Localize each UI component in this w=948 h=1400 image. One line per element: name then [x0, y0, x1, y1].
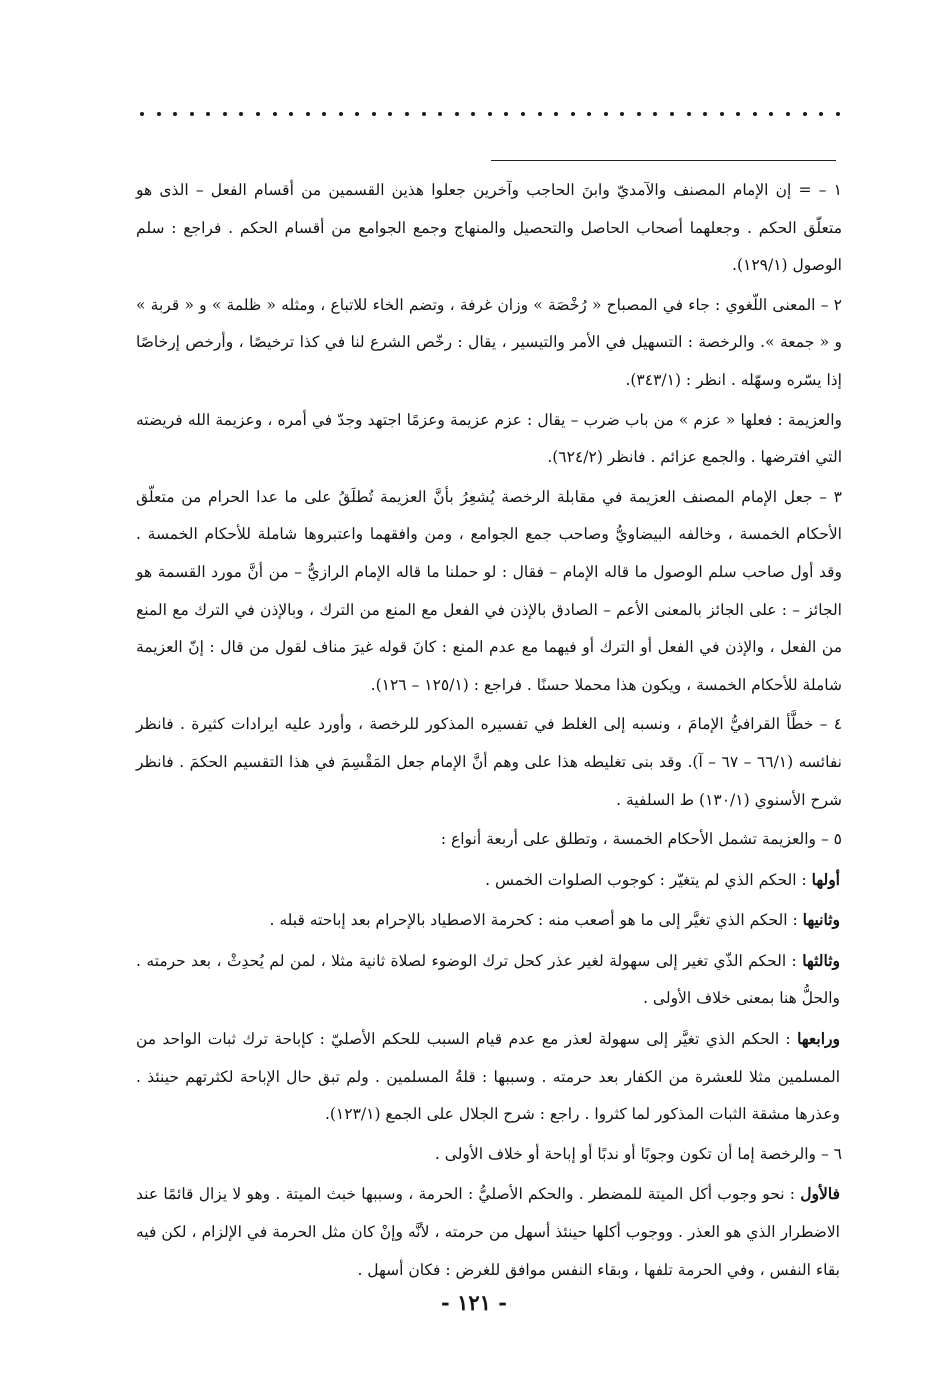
footnote-2-continued	[136, 402, 842, 477]
type-second	[136, 901, 842, 940]
footnote-text: المعنى اللّغوي : جاء في المصباح « رُخْصَة » وزان غرفة ، وتضم الخاء للاتباع ، ومثله « ظلمة » و « قربة » و « جمعة ». والرخصة : التسهيل في الأمر والتيسير ، يقال : رخّص الشرع لنا في كذا ترخيصًا ، وأرخص إرخاصًا إذا يسّره وسهّله . انظر : (٣٤٣/١).	[136, 295, 842, 389]
footnote-3	[136, 479, 842, 705]
footnote-number: ١ –	[818, 181, 842, 199]
type-text: : الحكم الذّي تغير إلى سهولة لغير عذر كحل ترك الوضوء لصلاة ثانية مثلا ، لمن لم يُحدِثْ ، بعد حرمته . والحلُّ هنا بمعنى خلاف الأولى .	[136, 951, 840, 1008]
type-label: فالأول	[800, 1184, 840, 1204]
footnote-rule	[491, 160, 836, 161]
type-fourth	[136, 1020, 842, 1134]
type-text: : الحكم الذي تغيَّر إلى سهولة لعذر مع عدم قيام السبب للحكم الأصليّ : كإباحة ترك ثبات الواحد من المسلمين مثلا للعشرة من الكفار بعد حرمته . وسببها : قلةُ المسلمين . ولم تبق حال الإباحة لكثرتهم حينئذ . وعذرها مشقة الثبات المذكور لما كثروا . راجع : شرح الجلال على الجمع (١٢٣/١).	[136, 1030, 840, 1124]
footnote-4	[136, 706, 842, 819]
footnote-2	[136, 287, 842, 400]
footnote-number: ٥ –	[820, 830, 842, 849]
footnote-number: ٢ –	[820, 295, 842, 314]
footnote-text: والعزيمة تشمل الأحكام الخمسة ، وتطلق على أربعة أنواع :	[440, 830, 817, 849]
type-first	[136, 861, 842, 900]
type-text: : الحكم الذي تغيَّر إلى ما هو أصعب منه : كحرمة الاصطياد بالإحرام بعد إباحته قبله .	[269, 911, 798, 930]
footnote-text: والرخصة إما أن تكون وجوبًا أو ندبًا أو إباحة أو خلاف الأولى .	[434, 1144, 817, 1163]
type-label: وثالثها	[802, 950, 840, 970]
type-text: : نحو وجوب أكل الميتة للمضطر . والحكم الأصليُّ : الحرمة ، وسببها خبث الميتة . وهو لا يزال قائمًا عند الاضطرار الذي هو العذر . ووجوب أكلها حينئذ أسهل من حرمته ، لأنَّه وإنْ كان مثل الحرمة في الإلزام ، لكن فيه بقاء النفس ، وفي الحرمة تلفها ، وبقاء النفس موافق للغرض : فكان أسهل .	[136, 1185, 840, 1279]
footnotes	[136, 172, 842, 1291]
footnote-text: = إن الإمام المصنف والآمديّ وابنَ الحاجب وآخرين جعلوا هذين القسمين من أقسام الفعل – الذى هو متعلّق الحكم . وجعلهما أصحاب الحاصل والتحصيل والمنهاج وجمع الجوامع من أقسام الحكم . فراجع : سلم الوصول (١٢٩/١).	[136, 181, 842, 275]
type-label: أولها	[811, 869, 840, 889]
separator-dots	[140, 112, 840, 116]
footnote-text: والعزيمة : فعلها « عزم » من باب ضرب – يقال : عزم عزيمة وعزمًا اجتهد وجدّ في أمره ، وعزيمة الله فريضته التي افترضها . والجمع عزائم . فانظر (٦٢٤/٢).	[136, 410, 842, 467]
footnote-5	[136, 821, 842, 859]
footnote-6	[136, 1136, 842, 1174]
footnote-text: جعل الإمام المصنف العزيمة في مقابلة الرخصة يُشعِرُ بأنَّ العزيمة تُطلَقُ على ما عدا الحرام من متعلّق الأحكام الخمسة ، وخالفه البيضاويُّ وصاحب جمع الجوامع ، ومن وافقهما واعتبروها شاملة للأحكام الخمسة . وقد أول صاحب سلم الوصول ما قاله الإمام – فقال : لو حملنا ما قاله الإمام الرازيُّ – من أنَّ مورد القسمة هو الجائز – : على الجائز بالمعنى الأعم – الصادق بالإذن في الفعل مع المنع من الترك ، وبالإذن في الترك مع المنع من الفعل ، والإذن في الفعل أو الترك أو فيهما مع عدم المنع : كانَ قوله غيرَ مناف لقول من قال : إنّ العزيمة شاملة للأحكام الخمسة ، ويكون هذا محملا حسنًا . فراجع : (١٢٥/١ – ١٢٦).	[136, 487, 842, 694]
type-third	[136, 942, 842, 1018]
type-text: : الحكم الذي لم يتغيّر : كوجوب الصلوات الخمس .	[485, 870, 807, 889]
type-label: ورابعها	[797, 1029, 840, 1049]
type-label: وثانيها	[802, 910, 840, 930]
page-number: - ١٢١ -	[441, 1290, 507, 1315]
rukhsa-first	[136, 1175, 842, 1289]
footnote-number: ٣ –	[819, 487, 842, 506]
footnote-number: ٤ –	[819, 715, 843, 734]
footnote-text: خطَّأ القرافيُّ الإمامَ ، ونسبه إلى الغلط في تفسيره المذكور للرخصة ، وأورد عليه ايرادات كثيرة . فانظر نفائسه (٦٦/١ – ٦٧ – آ). وقد بنى تغليطه هذا على وهم أنَّ الإمام جعل المَقْسِمَ في هذا التقسيم الحكمَ . فانظر شرح الأسنوي (١٣٠/١) ط السلفية .	[136, 715, 842, 809]
footnote-1	[136, 172, 842, 285]
footnote-number: ٦ –	[820, 1144, 842, 1163]
